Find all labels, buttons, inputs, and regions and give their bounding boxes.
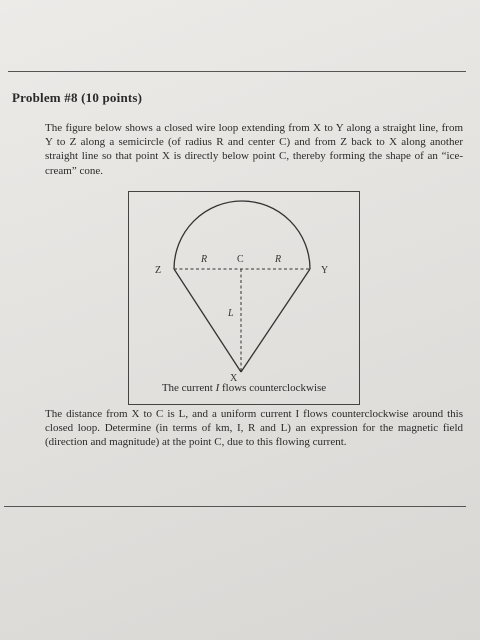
label-c: C — [237, 254, 244, 265]
figure-caption — [129, 382, 359, 394]
figure-box — [128, 191, 360, 405]
label-length: L — [228, 308, 234, 319]
ice-cream-cone-diagram — [129, 192, 361, 406]
bottom-rule — [4, 506, 466, 507]
caption-prefix: The current — [161, 382, 216, 394]
label-x: X — [230, 373, 238, 384]
line-x-to-z — [174, 269, 241, 372]
label-y: Y — [321, 265, 329, 276]
label-z: Z — [155, 265, 162, 276]
caption-suffix: flows counterclockwise — [219, 382, 327, 394]
line-y-to-x — [241, 269, 310, 372]
top-rule — [8, 71, 466, 72]
problem-intro: The figure below shows a closed wire loop extending from X to Y along a straight line, from Y to Z along a semicircle (of radius R and center C) and from Z back to X along another straight line so that point X is directly below point C, thereby forming the shape of an “ice-cream” cone. — [45, 122, 463, 177]
label-radius-left: R — [201, 254, 208, 265]
caption-symbol: I — [215, 382, 220, 394]
label-radius-right: R — [275, 254, 282, 265]
problem-question: The distance from X to C is L, and a uniform current I flows counterclockwise around this closed loop. Determine (in terms of km, I, R and L) an expression for the magnetic field (direction and magnitude) at the point C, due to this flowing current. — [45, 408, 463, 449]
problem-heading: Problem #8 (10 points) — [12, 90, 143, 105]
